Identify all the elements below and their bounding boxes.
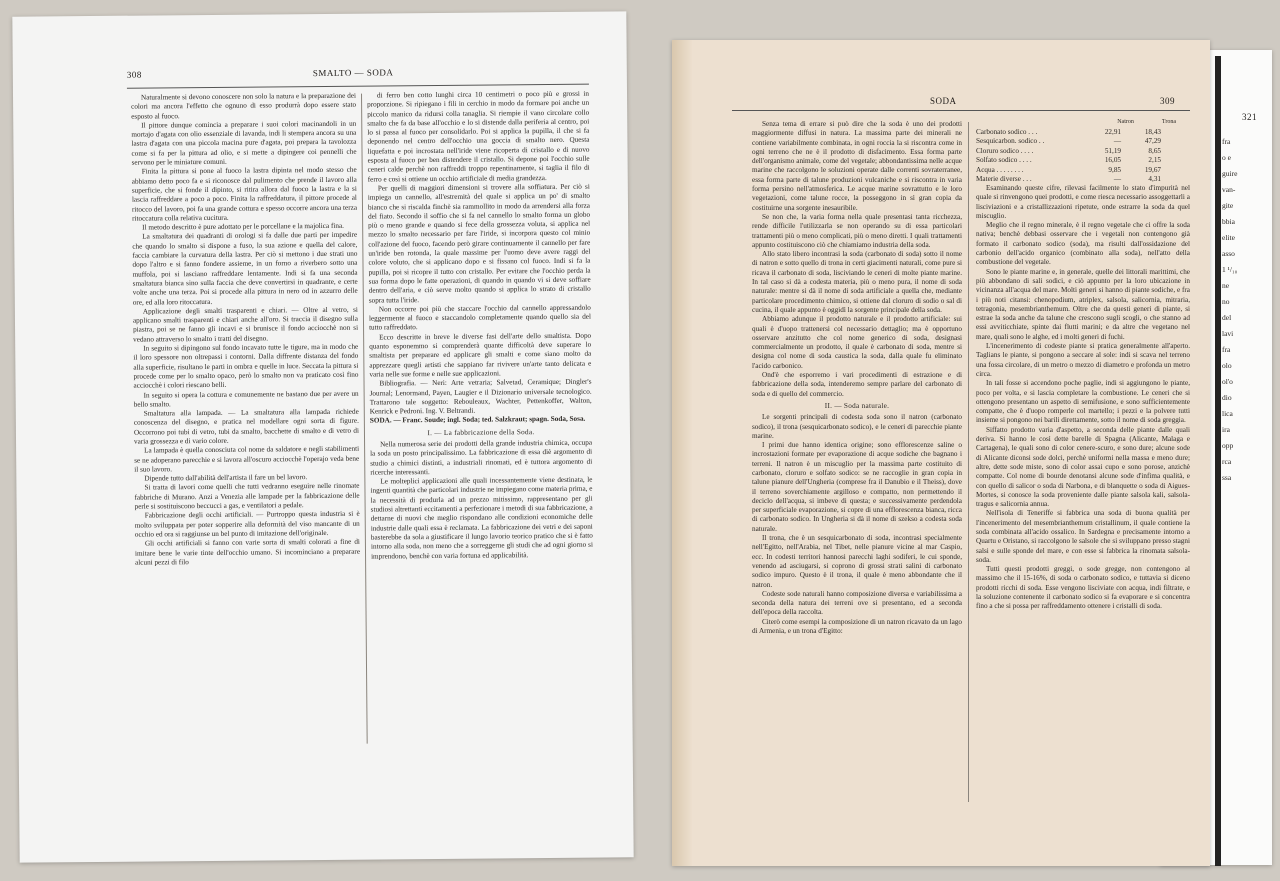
paragraph: In seguito si opera la cottura e comunemente ne bastano due per avere un bello smalto. xyxy=(133,389,359,409)
text-fragment: lavi xyxy=(1222,329,1234,338)
paragraph: L'incenerimento di codeste piante si pratica generalmente all'aperto. Taglians le piante, si pongono a seccare al sole: indi si scava nel terreno una fossa circolare, di un metro o mezzo di diametro e profonda un metro circa. xyxy=(976,342,1190,378)
paragraph: Senza tema di errare si può dire che la soda è uno dei prodotti maggiormente diffusi in natura. La massima parte dei minerali ne contiene variabilmente combinata, in ogni roccia la si riscontra come in ogni terreno che ne è il prodotto di disfacimento. Essa forma parte dell'organismo animale, come del vegetale; abbondantissima nelle acque marine che raccolgono le soluzioni operate dalle correnti sovraterranee, essa forma parte di talune produzioni vulcaniche e si riscontra in varia forma persino nell'atmosferica. Le acque marine sovrattutto e le loro vegetazioni, come talune rocce, la posseggono in sì gran copia da costituirne una sorgente inesauribile. xyxy=(752,120,962,212)
text-fragment: ssa xyxy=(1222,473,1232,482)
composition-table xyxy=(976,118,1176,185)
paragraph: Smaltatura alla lampada. — La smaltatura alla lampada richiede conoscenza del disegno, e pratica nel modellare ogni sorta di figure. Occorrono poi tubi di vetro, tubi da smalto, bacchette di smalto e di vetro di varia grossezza e di vario colore. xyxy=(133,407,359,446)
table-cell: 8,65 xyxy=(1148,146,1161,155)
paragraph: Abbiamo adunque il prodotto naturale e il prodotto artificiale: sui quali è d'uopo trattenersi col necessario dettaglio; ma è opportuno osservare anzitutto che col nome generico di soda, designasi commercialmente un prodotto, il quale è carbonato di soda, mentre si designa col nome di soda caustica la soda, dalla quale fu eliminato l'acido carbonico. xyxy=(752,315,962,370)
paragraph: Allo stato libero incontrasi la soda (carbonato di soda) sotto il nome di natron e sotto quello di trona in certi giacimenti naturali, come pure si ricava il carbonato di soda, lisciviando le ceneri di molte piante marine. In tal caso si dà a codesta materia, più o meno pura, il nome di soda naturale: mentre si dà il nome di soda artificiale a quella che, mediante particolare procedimento chimico, si ottiene dal cloruro di sodio o sal di cucina, il quale appunto è oggidì la sorgente principale della soda. xyxy=(752,250,962,314)
paragraph: Citerò come esempi la composizione di un natron ricavato da un lago di Armenia, e un trona d'Egitto: xyxy=(752,617,962,636)
table-cell: — xyxy=(1113,175,1121,183)
table-cell: Solfato sodico . . . . xyxy=(976,156,1032,164)
paragraph: In tali fosse si accendono poche paglie, indi si aggiungono le piante, poco per volta, e si lascia completare la combustione. Le ceneri che si ottengono presentano un aspetto di semifusione, e sono sufficientemente compatte, che è d'uopo romperle col martello; i pezzi e la polvere tutti insieme si pongono nei barili direttamente, sotto il nome di soda greggia. xyxy=(976,379,1190,425)
paragraph: Dipende tutto dall'abilità dell'artista il fare un bel lavoro. xyxy=(144,473,308,483)
header-rule-left xyxy=(127,84,589,89)
text-fragment: o e xyxy=(1222,153,1231,162)
text-fragment: guire xyxy=(1222,169,1238,178)
column-divider-left xyxy=(361,94,368,744)
worn-page-edge xyxy=(672,40,692,866)
running-head-left: SMALTO — SODA xyxy=(312,67,394,79)
text-fragment: ne xyxy=(1222,281,1230,290)
paragraph: di ferro ben cotto lunghi circa 10 centimetri o poco più e grossi in proporzione. Si ripiegano i fili in cerchio in modo da formare poi anche un piccolo manico da ridursi colla tanaglia. Si riempie il vano circolare collo smalto che fa da base all'occhio e lo si distende dalla periferia al centro, poi lo si passa al fuoco per consolidarlo. Poi si applica la pupilla, il che si fa deponendo nel centro dell'occhio una goccia di smalto nero. Questa liquefatta e poi incrostata nell'iride viene ricoperta di cristallo e di nuovo esposta al fuoco per ben distendere il cristallo. Si depone poi l'occhio sulle ceneri calde perchè non raffreddi troppo repentinamente, si taglia il filo di ferro e così si ottiene un occhio artificiale di media grandezza. xyxy=(367,89,590,184)
table-cell: 2,15 xyxy=(1148,156,1161,164)
paragraph: Gli occhi artificiali si fanno con varie sorta di smalti colorati a fine di imitare bene le varie tinte dell'occhio umano. Si incominciano a preparare alcuni pezzi di filo xyxy=(134,537,361,567)
paragraph: Sono le piante marine e, in generale, quelle dei littorali marittimi, che più abbondano di sali sodici, e ciò appunto per la loro ubicazione in vicinanza all'acqua del mare. Molti generi si hanno di piante sodiche, e fra i più noti citansi: chenopodium, atriplex, salsola, salicornia, mitraria, tetragonia, mesembrianthemum. Oltre che da questi generi di piante, si estrae la soda anche da talune che crescono sugli scogli, o che stanno ad essi avviticchiate, spinte dai flutti marini; e da altre che vegetano nel mare, quali sono le alghe, ed i molti generi di fuchi. xyxy=(976,267,1190,341)
table-cell: 16,05 xyxy=(1104,156,1121,164)
text-fragment: olo xyxy=(1222,361,1232,370)
table-cell: — xyxy=(1113,137,1121,145)
paragraph: Applicazione degli smalti trasparenti e chiari. — Oltre al vetro, si applicano smalti trasparenti e chiari anche all'oro. Si traccia il disegno sulla piastra, poi se ne fanno gli incavi e si brunisce il fondo acciocchè non si vedano attraverso lo smalto i tratti del disegno. xyxy=(132,305,359,344)
paragraph: Fabbricazione degli occhi artificiali. — Purtroppo questa industria si è molto sviluppata per poter sopperire alla deformità del viso mancante di un occhio ed ora si raggiunse un bel punto di imitazione dell'originale. xyxy=(134,510,360,539)
paragraph: Il trona, che è un sesquicarbonato di soda, incontrasi specialmente nell'Egitto, nell'Arabia, nel Tibet, nelle pianure vicine al mar Caspio, ecc. In codesti territori hannosi parecchi laghi sodiferi, le cui sponde, venendo ad asciugarsi, si coprono di grossi strati salini di carbonato sodico impuro. Questo è il trona, il quale è meno abbondante che il natron. xyxy=(752,534,962,589)
text-fragment: rca xyxy=(1222,457,1232,466)
paragraph: Siffatto prodotto varia d'aspetto, a seconda delle piante dalle quali deriva. Si hanno le così dette barelle di Spagna (Alicante, Malaga e Cartagena), le quali sono di color cenere-scuro, e sono dure; alcune sode di Alicante diconsi sode dolci, perchè uniformi nella massa e meno dure; altre, dette sode miste, sono di color assai cupo e sono porose, anzichè compatte. Col nome di bourde denotansi alcune sode d'infima qualità, e con quello di salicor o soda di Narbona, e di blanquette o soda di Aigues-Mortes, si conosce la soda proveniente dalle piante salsola kali, salsola-tragus e salicornia annua. xyxy=(976,425,1190,509)
paragraph: Meglio che il regno minerale, è il regno vegetale che ci offre la soda nativa; benchè debbasi osservare che i vegetali non contengono già formato il carbonato sodico (soda), ma risulti dall'ossidazione del carbonio dell'acido organico (combinato alla soda), nell'atto della combustione del vegetale. xyxy=(976,221,1190,267)
right-page xyxy=(672,40,1210,866)
paragraph: Se non che, la varia forma nella quale presentasi tanta ricchezza, rende difficile l'utilizzarla se non operando su di essa particolari trattamenti più o meno complicati, più o meno diretti. I quali trattamenti appunto costituiscono ciò che chiamiamo industria della soda. xyxy=(752,212,962,249)
text-fragment: elite xyxy=(1222,233,1235,242)
table-row xyxy=(976,166,1176,176)
paragraph: Codeste sode naturali hanno composizione diversa e variabilissima a seconda della natura dei terreni ove si presentano, ed a seconda dell'epoca della raccolta. xyxy=(752,589,962,617)
text-fragment: gite xyxy=(1222,201,1234,210)
text-fragment: bbia xyxy=(1222,217,1235,226)
table-cell: 19,67 xyxy=(1144,165,1161,174)
section-heading: I. — La fabbricazione della Soda. xyxy=(427,427,535,437)
text-fragment: ol'o xyxy=(1222,377,1233,386)
paragraph: Ecco descritte in breve le diverse fasi dell'arte dello smaltista. Dopo quanto esponemmo si comprenderà quante difficoltà deve superare lo smaltista per preparare ed applicare gli smalti e come siano molto da apprezzare quegli artisti che sappiano far rivivere un'arte tanto delicata e varia nelle sue forme e nelle sue applicazioni. xyxy=(369,331,592,379)
text-fragment: del xyxy=(1222,313,1232,322)
table-cell: Sesquicarbon. sodico . . xyxy=(976,137,1045,145)
text-fragment: no xyxy=(1222,297,1230,306)
text-fragment: opp xyxy=(1222,441,1234,450)
paragraph: Ond'è che esporremo i vari procedimenti di estrazione e di fabbricazione della soda, intenderemo sempre parlare del carbonato di soda e di quello del commercio. xyxy=(752,371,962,398)
table-cell: 18,43 xyxy=(1144,127,1161,136)
paragraph: Il metodo descritto è pure adottato per le porcellane e la majolica fina. xyxy=(142,221,344,232)
table-row xyxy=(976,156,1176,166)
table-row xyxy=(976,147,1176,157)
text-fragment: asso xyxy=(1222,249,1235,258)
paragraph: Tutti questi prodotti greggi, o sode gregge, non contengono al massimo che il 15-16%, di soda o carbonato sodico, e tuttavia si diceno prodotti ricchi di soda. Esse vengono lisciviate con acqua, indi filtrate, e la soluzione contenente il carbonato sodico si fa evaporare e si concentra fino a che si possa per raffreddamento ottenere i cristalli di soda. xyxy=(976,565,1190,611)
table-row xyxy=(976,137,1176,147)
paragraph: Esaminando queste cifre, rilevasi facilmente lo stato d'impurità nel quale si rinvengono quei prodotti, e come riesca necessario assoggettarli a lisciviazioni e a cristallizzazioni ripetute, onde estrarre la soda da quel miscuglio. xyxy=(976,184,1190,220)
table-row xyxy=(976,128,1176,138)
paragraph: Finita la pittura si pone al fuoco la lastra dipinta nel modo stesso che abbiamo detto poco fa e si riconosce dal pulimento che prende il lavoro alla superficie, che si fonde il dipinto, si ritira allora dal fuoco la lastra e la si lascia raffreddare a poco a poco. Finita la raffreddatura, il pittore procede al ritocco del lavoro, poi fa una grande cottura e spesso occorre ancora una terza ritoccatura colla relativa cucitura. xyxy=(131,166,358,223)
table-cell: 47,29 xyxy=(1144,137,1161,145)
text-fragment: van- xyxy=(1222,185,1236,194)
table-cell: 4,31 xyxy=(1148,175,1161,183)
text-fragment: fra xyxy=(1222,345,1231,354)
left-column-1 xyxy=(131,92,362,754)
table-cell: Cloruro sodico . . . . xyxy=(976,146,1034,155)
table-cell: 9,85 xyxy=(1108,165,1121,174)
table-cell: Carbonato sodico . . . xyxy=(976,127,1038,136)
text-fragment: ira xyxy=(1222,425,1230,434)
dark-edge-strip xyxy=(1215,56,1221,866)
paragraph: Le molteplici applicazioni alle quali incessantemente viene destinata, le ingenti quantità che particolari industrie ne impiegano come materia prima, e la necessità di produrla ad un prezzo mitissimo, rappresentano per gli studiosi altrettanti eccitamenti a perfezionare i metodi di sua fabbricazione, a dettarne di nuovi che meglio rispondano alle condizioni economiche delle industrie dalle quali essa è reclamata. La fabbricazione dei vetri e dei saponi basterebbe da sola a giustificare il lungo lavorio teorico pratico che si è fatto intorno alla soda, non meno che a sorreggerne gli studi che ad ogni giorno si imprendono, benchè con varia fortuna ed applicabilità. xyxy=(370,475,593,561)
running-head-right: SODA xyxy=(930,96,957,106)
right-column-2 xyxy=(976,184,1190,824)
right-column-1 xyxy=(752,120,962,810)
left-column-2 xyxy=(367,90,595,752)
column-divider-right xyxy=(968,122,969,802)
text-fragment: 1 ¹/₁₀ xyxy=(1222,265,1238,274)
paragraph: In seguito si dipingono sul fondo incavato tutte le tigure, ma in modo che il loro spessore non oltrepassi i contorni. Dalla diffrente distanza del fondo alla superficie, risultano le parti in ombra e quelle in luce. Seccata la pittura si procede come per lo smalto opaco, però lo smalto non va praticato così fino acciocchè i colori riescano belli. xyxy=(133,342,359,390)
page-number-back: 321 xyxy=(1242,112,1257,122)
table-cell: 51,19 xyxy=(1104,146,1121,155)
page-number-right: 309 xyxy=(1160,96,1175,106)
paragraph: Non occorre poi più che staccare l'occhio dal cannello appressandolo leggermente al fuoco e staccandolo completamente quando quello sia del tutto raffreddato. xyxy=(368,303,591,333)
section-heading: II. — Soda naturale. xyxy=(824,401,890,410)
paragraph: Il pittore dunque comincia a preparare i suoi colori macinandoli in un mortajo d'agata con olio essenziale di lavanda, indi li stempera ancora su una lastra d'agata con una piccola macina pure d'agata, poi prepara la tavolozza come si fa per la pittura ad olio, e si mette a dipingere coi pennelli che servono per le miniature comuni. xyxy=(131,119,357,167)
paragraph: I primi due hanno identica origine; sono efflorescenze saline o incrostazioni formate per evaporazione di acque sodiche che bagnano i terreni. Il natron è un miscuglio per la massima parte costituito di carbonato, cloruro e solfato sodico: se ne raccoglie in gran copia in talune pianure dell'Ungheria (comprese fra il Danubio e il Theiss), dove il terreno soverchiamente argilloso e compatto, non permettendo il deciclo dell'acqua, si imbeve di questa; e successivamente perdendola per superficiale evaporazione, si copre di una efflorescenza bianca, ricca di carbonato sodico. In Ungheria si dà il nome di szekso a codesta soda naturale. xyxy=(752,441,962,533)
left-page xyxy=(12,11,633,862)
soda-entry: SODA. — Franc. Soude; ingl. Soda; ted. Salzkraut; spagn. Soda, Sosa. xyxy=(369,415,586,425)
paragraph: Nell'isola di Teneriffe si fabbrica una soda di buona qualità per l'incenerimento del mesembrianthemum cristallinum, il quale contiene la soda combinata all'acido ossalico. In Sardegna e precisamente intorno a Quartu e Oristano, si raccolgono le salsole che si sviluppano presso stagni salsi e sulle sponde del mare, e con esse si fabbrica la rinomata salsola-soda. xyxy=(976,509,1190,564)
text-fragment: dio xyxy=(1222,393,1232,402)
paragraph: Nella numerosa serie dei prodotti della grande industria chimica, occupa la soda un posto principalissimo. La fabbricazione di essa diè argomento di studio a chimici distinti, a industriali rinomati, ed è tuttora argomento di ricerche interessanti. xyxy=(370,438,593,477)
table-cell: 22,91 xyxy=(1104,127,1121,136)
header-rule-right xyxy=(732,110,1190,111)
table-cell: Materie diverse . . . xyxy=(976,175,1032,183)
table-cell: Acqua . . . . . . . . xyxy=(976,165,1024,174)
back-page-fragments xyxy=(1222,134,1237,486)
text-fragment: lica xyxy=(1222,409,1233,418)
page-number-left: 308 xyxy=(126,69,142,80)
paragraph: Bibliografia. — Neri: Arte vetraria; Salvetad, Ceramique; Dingler's Journal; Lenormand, Payen, Laugier e il Dizionario universale tecnologico. Trattarono tale soggetto: Rebouleaux, Wachter, Pettenkoffer, Walton, Kenrick e Pedroni. Ing. V. Beltrandi. xyxy=(369,377,592,416)
table-head-natron: Natron xyxy=(1117,119,1134,125)
paragraph: La lampada è quella conosciuta col nome da saldatore e negli stabilimenti se ne adoperano parecchie e si lavora all'oscuro acciocchè l'operajo veda bene il suo lavoro. xyxy=(134,444,360,474)
text-fragment: fra xyxy=(1222,137,1231,146)
table-head-trona: Trona xyxy=(1161,119,1176,125)
paragraph: La smaltatura dei quadranti di orologi si fa dalle due parti per impedire che quando lo smalto si dispone a fuso, la sua azione e quella del calore, faccia cambiare la curvatura della lastra. Per ciò si mettono i due strati uno dopo l'altro e si fanno fondere assieme, in un forno a riverbero sotto una muffola, poi si lasciano raffreddare lentamente. Indi si fa una seconda smaltatura bianca sino sulla faccia che deve convertirsi in quadrante, e certe volte anche una terza. Poi si procede alla pittura in nero od in azzurro delle ore, ed alla loro ritoccatura. xyxy=(132,231,358,307)
paragraph: Per quelli di maggiori dimensioni si trovere alla soffiatura. Per ciò si impiega un cannello, all'estremità del quale si applica un po' di smalto bianco che si riscalda finchè sia rammollito in modo da arrendersi alla forza del fiato. Secondo il soffio che si fa nel cannello lo smalto forma un globo più o meno grande e quando si fece della grossezza voluta, si applica nel mezzo lo smalto necessario per fare l'iride, si incorpora questo col minio coll'azione del fuoco, facendo però girare continuamente il cannello per fare un'iride ben rotonda, la quale massime per l'uomo deve avere raggi del colore voluto, che si applicano dopo e si fissano col fuoco. Indi si fa la pupilla, poi si ricopre il tutto con cristallo. Per evitare che l'occhio perda la sua forma dopo le fatte operazioni, di quando in quando vi si deve soffiare dentro dell'aria, e ciò serve molto quando si applica lo strato di cristallo sopra tutta l'iride. xyxy=(367,182,591,305)
paragraph: Si tratta di lavori come quelli che tutti vedranno eseguire nelle rinomate fabbriche di Murano. Anzi a Venezia alle lampade per la fabbricazione delle perle si sostituiscono beccucci a gas, e ventilatori a pedale. xyxy=(134,482,360,511)
paragraph: Le sorgenti principali di codesta soda sono il natron (carbonato sodico), il trona (sesquicarbonato sodico), e le ceneri di parecchie piante marine. xyxy=(752,413,962,440)
paragraph: Naturalmente si devono conoscere non solo la natura e la preparazione dei colori ma ancora l'effetto che ognuno di esso produrrà dopo essere stato esposto al fuoco. xyxy=(131,91,357,121)
